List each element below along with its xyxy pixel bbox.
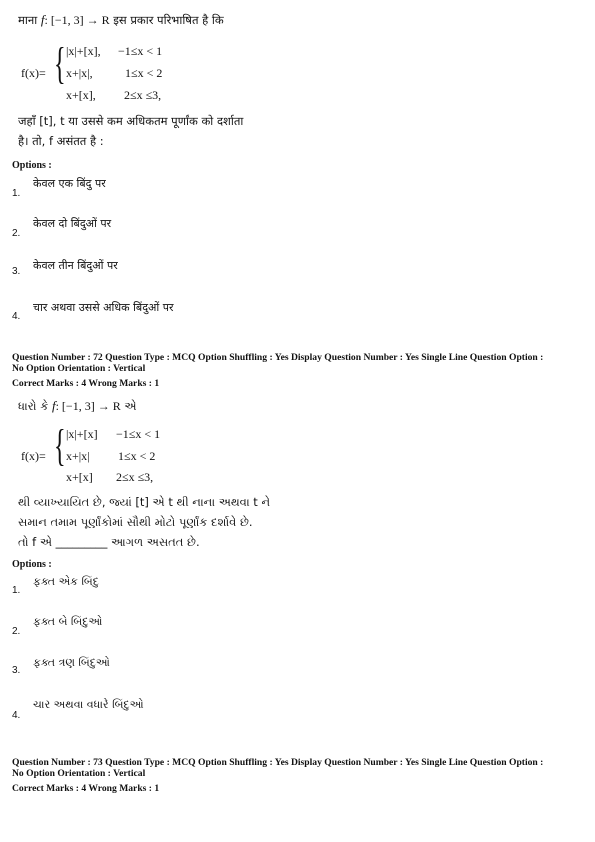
q72-fx-label: f(x)= — [21, 449, 46, 463]
q71-fx-label: f(x)= — [21, 66, 46, 80]
q72-brace-icon: { — [54, 421, 66, 470]
q71-option-1-number: 1. — [12, 188, 21, 199]
q71-option-1-text[interactable]: केवल एक बिंदु पर — [33, 177, 106, 190]
q72-intro: ધારો કે f: [−1, 3] → R એ — [18, 398, 137, 413]
q71-options-label: Options : — [12, 160, 52, 171]
q72-option-3-text[interactable]: ફક્ત ત્રણ બિંદુઓ — [33, 656, 110, 669]
q72-option-1-number: 1. — [12, 585, 21, 596]
q71-option-2-number: 2. — [12, 228, 21, 239]
q71-intro: माना f: [−1, 3] → R इस प्रकार परिभाषित है कि — [18, 12, 224, 27]
q71-option-2-text[interactable]: केवल दो बिंदुओं पर — [33, 217, 112, 230]
q72-case-1-expr: |x|+[x] — [66, 427, 98, 441]
q73-header-line2: No Option Orientation : Vertical — [12, 768, 146, 779]
q71-case-3-cond: 2≤x ≤3, — [124, 88, 162, 102]
q71-option-4-text[interactable]: चार अथवा उससे अधिक बिंदुओं पर — [33, 301, 174, 314]
q71-note-line2: है। तो, f असंतत है : — [18, 134, 104, 148]
q73-marks: Correct Marks : 4 Wrong Marks : 1 — [12, 783, 160, 794]
q73-header-line1: Question Number : 73 Question Type : MCQ Option Shuffling : Yes Display Question Number : Yes Single Line Question Option : — [12, 757, 544, 768]
q72-option-1-text[interactable]: ફક્ત એક બિંદુ — [33, 575, 99, 588]
q72-options-label: Options : — [12, 559, 52, 570]
q72-option-4-text[interactable]: ચાર અથવા વધારે બિંદુઓ — [33, 698, 144, 711]
q71-option-3-number: 3. — [12, 266, 21, 277]
q72-note-line2: સમાન તમામ પૂર્ણાંકોમાં સૌથી મોટો પૂર્ણાંક દર્શાવે છે. — [18, 515, 253, 529]
q71-case-1-expr: |x|+[x], — [66, 44, 101, 58]
q71-case-2-cond: 1≤x < 2 — [125, 66, 163, 80]
q72-case-3-cond: 2≤x ≤3, — [116, 470, 154, 484]
q71-case-3-expr: x+[x], — [66, 88, 96, 102]
q72-case-2-expr: x+|x| — [66, 449, 90, 463]
q72-note-line3: તો f એ _________ આગળ અસતત છે. — [18, 535, 200, 549]
q72-option-2-number: 2. — [12, 626, 21, 637]
q71-option-4-number: 4. — [12, 311, 21, 322]
q72-case-1-cond: −1≤x < 1 — [116, 427, 161, 441]
q71-note-line1: जहाँ [t], t या उससे कम अधिकतम पूर्णांक को दर्शाता — [18, 114, 244, 128]
q71-brace-icon: { — [54, 39, 66, 88]
q71-option-3-text[interactable]: केवल तीन बिंदुओं पर — [33, 259, 118, 272]
q72-header-line2: No Option Orientation : Vertical — [12, 363, 146, 374]
q72-option-3-number: 3. — [12, 665, 21, 676]
q71-case-1-cond: −1≤x < 1 — [118, 44, 163, 58]
q72-option-4-number: 4. — [12, 710, 21, 721]
q72-header-line1: Question Number : 72 Question Type : MCQ Option Shuffling : Yes Display Question Number : Yes Single Line Question Option : — [12, 352, 544, 363]
q72-note-line1: થી વ્યાખ્યાયિત છે, જ્યાં [t] એ t થી નાના અથવા t ને — [18, 495, 271, 509]
q71-case-2-expr: x+|x|, — [66, 66, 93, 80]
q72-marks: Correct Marks : 4 Wrong Marks : 1 — [12, 378, 160, 389]
q72-case-3-expr: x+[x] — [66, 470, 93, 484]
q72-case-2-cond: 1≤x < 2 — [118, 449, 156, 463]
q72-option-2-text[interactable]: ફક્ત બે બિંદુઓ — [33, 615, 103, 628]
